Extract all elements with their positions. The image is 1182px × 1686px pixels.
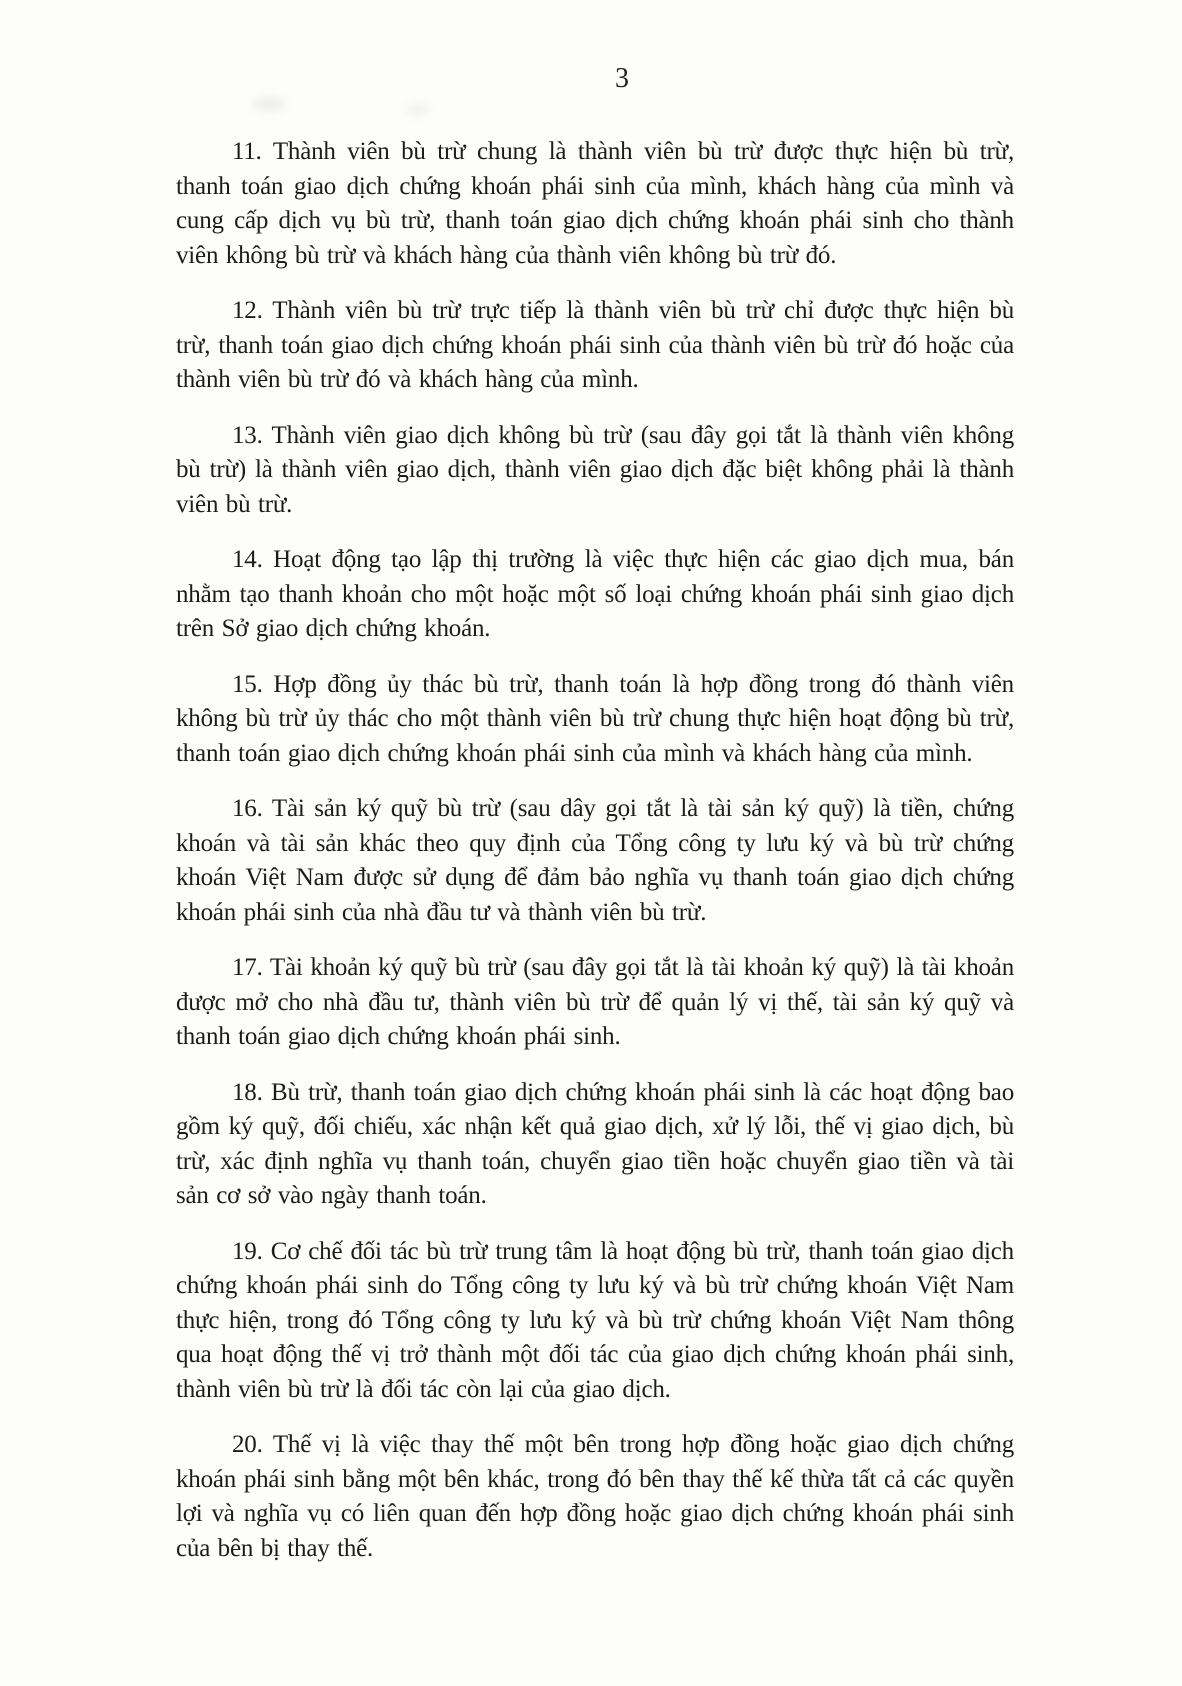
paragraph-clause-17: 17. Tài khoản ký quỹ bù trừ (sau đây gọi tắt là tài khoản ký quỹ) là tài khoản được mở cho nhà đầu tư, thành viên bù trừ để quản lý vị thế, tài sản ký quỹ và thanh toán giao dịch chứng khoán phái sinh. bbox=[176, 954, 1014, 1050]
scan-smudge-artifact bbox=[252, 96, 286, 112]
paragraph-clause-20: 20. Thế vị là việc thay thế một bên trong hợp đồng hoặc giao dịch chứng khoán phái sinh bằng một bên khác, trong đó bên thay thế kế thừa tất cả các quyền lợi và nghĩa vụ có liên quan đến hợp đồng hoặc giao dịch chứng khoán phái sinh của bên bị thay thế. bbox=[176, 1431, 1014, 1562]
paragraph-clause-15: 15. Hợp đồng ủy thác bù trừ, thanh toán là hợp đồng trong đó thành viên không bù trừ ủy thác cho một thành viên bù trừ chung thực hiện hoạt động bù trừ, thanh toán giao dịch chứng khoán phái sinh của mình và khách hàng của mình. bbox=[176, 670, 1014, 767]
paragraph-clause-16: 16. Tài sản ký quỹ bù trừ (sau dây gọi tắt là tài sản ký quỹ) là tiền, chứng khoán và tài sản khác theo quy định của Tổng công ty lưu ký và bù trừ chứng khoán Việt Nam được sử dụng để đảm bảo nghĩa vụ thanh toán giao dịch chứng khoán phái sinh của nhà đầu tư và thành viên bù trừ. bbox=[176, 795, 1014, 926]
scan-smudge-artifact bbox=[404, 102, 430, 116]
paragraph-clause-13: 13. Thành viên giao dịch không bù trừ (sau đây gọi tắt là thành viên không bù trừ) là thành viên giao dịch, thành viên giao dịch đặc biệt không phải là thành viên bù trừ. bbox=[176, 421, 1014, 518]
document-body bbox=[176, 135, 1014, 1587]
paragraph-clause-11: 11. Thành viên bù trừ chung là thành viên bù trừ được thực hiện bù trừ, thanh toán giao dịch chứng khoán phái sinh của mình, khách hàng của mình và cung cấp dịch vụ bù trừ, thanh toán giao dịch chứng khoán phái sinh cho thành viên không bù trừ và khách hàng của thành viên không bù trừ đó. bbox=[176, 138, 1014, 269]
paragraph-clause-18: 18. Bù trừ, thanh toán giao dịch chứng khoán phái sinh là các hoạt động bao gồm ký quỹ, đối chiếu, xác nhận kết quả giao dịch, xử lý lỗi, thế vị giao dịch, bù trừ, xác định nghĩa vụ thanh toán, chuyển giao tiền hoặc chuyển giao tiền và tài sản cơ sở vào ngày thanh toán. bbox=[176, 1078, 1014, 1209]
paragraph-clause-19: 19. Cơ chế đối tác bù trừ trung tâm là hoạt động bù trừ, thanh toán giao dịch chứng khoán phái sinh do Tổng công ty lưu ký và bù trừ chứng khoán Việt Nam thực hiện, trong đó Tổng công ty lưu ký và bù trừ chứng khoán Việt Nam thông qua hoạt động thế vị trở thành một đối tác của giao dịch chứng khoán phái sinh, thành viên bù trừ là đối tác còn lại của giao dịch. bbox=[176, 1237, 1014, 1403]
paragraph-clause-14: 14. Hoạt động tạo lập thị trường là việc thực hiện các giao dịch mua, bán nhằm tạo thanh khoản cho một hoặc một số loại chứng khoán phái sinh giao dịch trên Sở giao dịch chứng khoán. bbox=[176, 546, 1014, 642]
page-number: 3 bbox=[615, 63, 629, 94]
paragraph-clause-12: 12. Thành viên bù trừ trực tiếp là thành viên bù trừ chỉ được thực hiện bù trừ, thanh toán giao dịch chứng khoán phái sinh của thành viên bù trừ đó hoặc của thành viên bù trừ đó và khách hàng của mình. bbox=[176, 297, 1014, 393]
